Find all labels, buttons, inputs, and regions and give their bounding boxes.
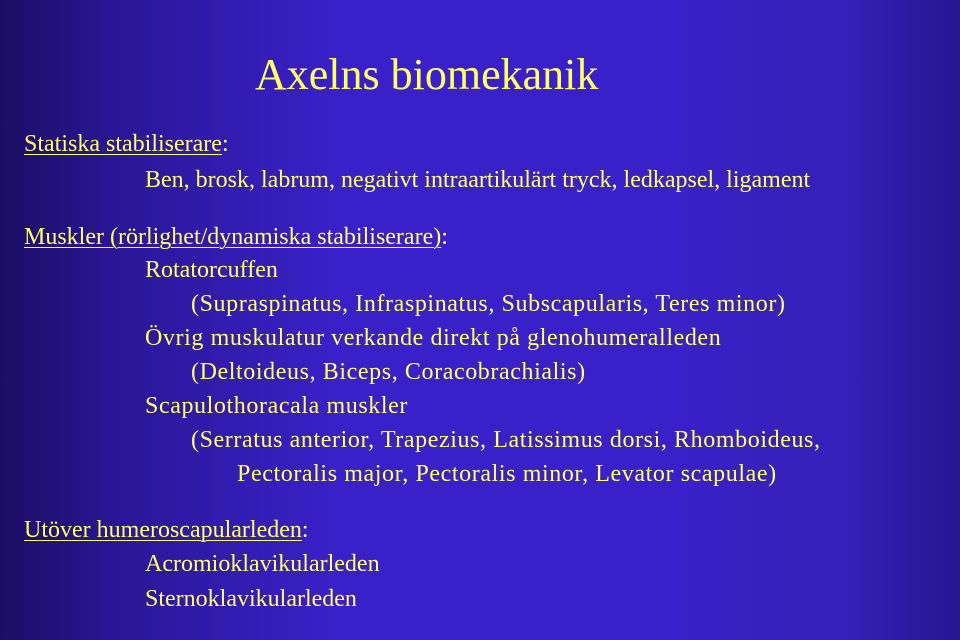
muscles-heading-colon: : [441,224,448,250]
muscles-heading-text: Muskler (rörlighet/dynamiska stabiliserare) [24,224,442,250]
joint-acromioclavicular: Acromioklavikularleden [145,551,380,577]
muscle-group-scapulothoracic: Scapulothoracala muskler [145,393,408,419]
joint-sternoclavicular: Sternoklavikularleden [145,586,357,612]
rotator-cuff-muscles: (Supraspinatus, Infraspinatus, Subscapularis, Teres minor) [191,291,786,317]
other-joints-heading-text: Utöver humeroscapularleden [24,517,302,543]
other-joints-heading-colon: : [301,517,309,543]
muscle-group-rotator-cuff: Rotatorcuffen [145,257,278,283]
static-stabilizers-heading-colon: : [221,131,229,157]
muscle-group-other: Övrig muskulatur verkande direkt på glenohumeralleden [145,325,722,351]
scapulothoracic-muscles-line-2: Pectoralis major, Pectoralis minor, Levator scapulae) [237,461,777,487]
static-stabilizers-heading [24,129,229,159]
scapulothoracic-muscles-line-1: (Serratus anterior, Trapezius, Latissimus dorsi, Rhomboideus, [191,427,821,453]
static-stabilizers-heading-text: Statiska stabiliserare [24,131,222,157]
other-joints-heading [24,515,309,545]
muscles-heading [24,222,448,252]
other-muscles: (Deltoideus, Biceps, Coracobrachialis) [191,359,586,385]
static-stabilizers-item: Ben, brosk, labrum, negativt intraartikulärt tryck, ledkapsel, ligament [145,167,811,193]
slide-title: Axelns biomekanik [255,50,599,99]
